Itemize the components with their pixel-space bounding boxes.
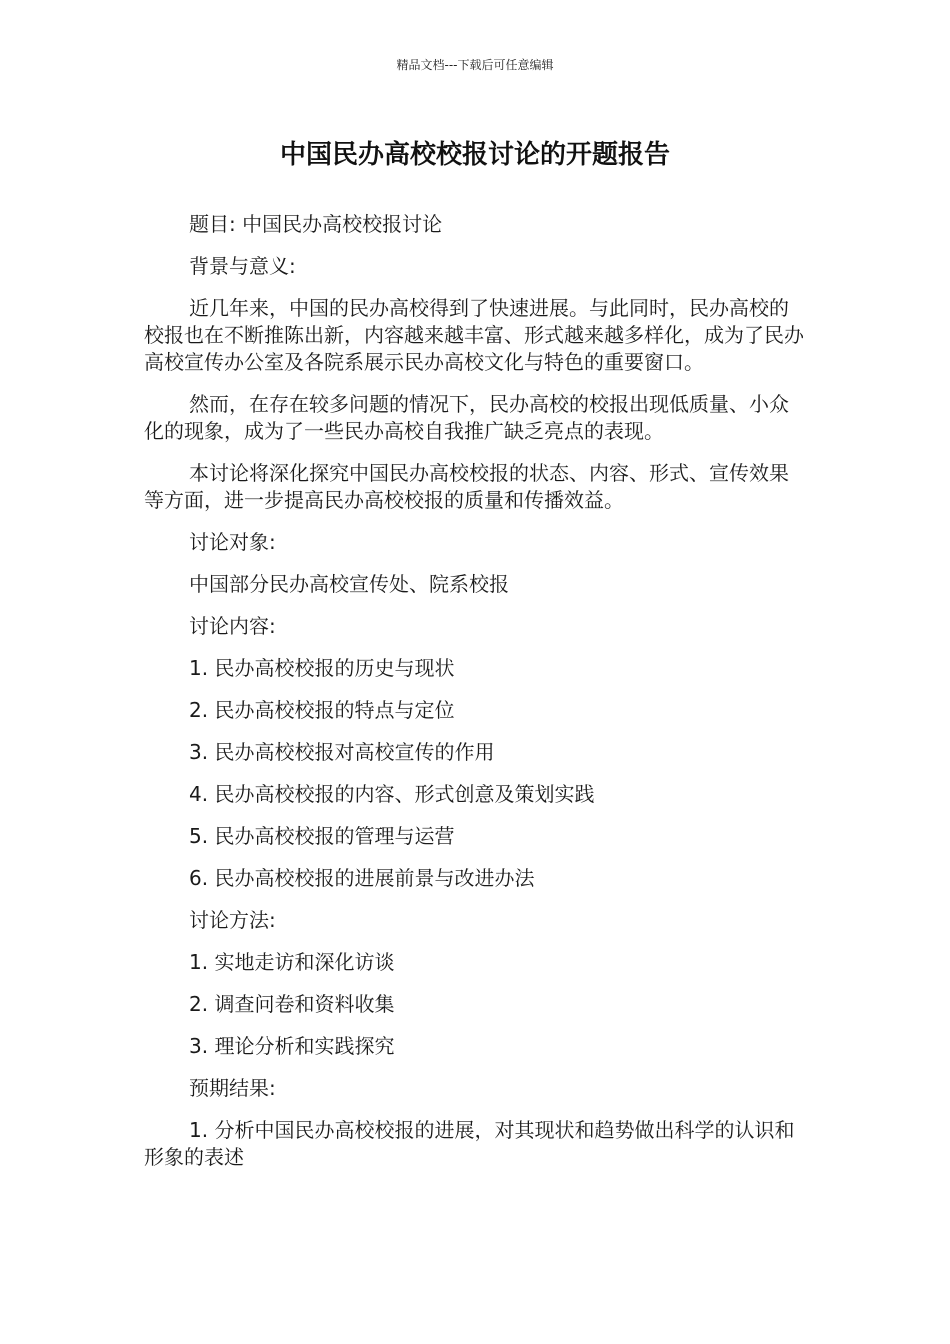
list-item-content-4: 4. 民办高校校报的内容、形式创意及策划实践 xyxy=(189,782,595,806)
list-item-method-3: 3. 理论分析和实践探究 xyxy=(189,1034,395,1058)
list-item-content-6: 6. 民办高校校报的进展前景与改进办法 xyxy=(189,866,535,890)
list-item-result-1: 1. 分析中国民办高校校报的进展，对其现状和趋势做出科学的认识和形象的表述 xyxy=(144,1118,795,1169)
paragraph-topic: 题目: 中国民办高校校报讨论 xyxy=(189,212,443,236)
document-title: 中国民办高校校报讨论的开题报告 xyxy=(279,140,670,170)
heading-research-content: 讨论内容: xyxy=(189,614,276,638)
list-item-content-1: 1. 民办高校校报的历史与现状 xyxy=(189,656,455,680)
list-item-method-1: 1. 实地走访和深化访谈 xyxy=(189,950,395,974)
paragraph-background-2: 然而，在存在较多问题的情况下，民办高校的校报出现低质量、小众化的现象，成为了一些民办高校自我推广缺乏亮点的表现。 xyxy=(144,392,789,443)
list-item-content-5: 5. 民办高校校报的管理与运营 xyxy=(189,824,455,848)
heading-expected-results: 预期结果: xyxy=(189,1076,276,1100)
paragraph-background-3: 本讨论将深化探究中国民办高校校报的状态、内容、形式、宣传效果等方面，进一步提高民办高校校报的质量和传播效益。 xyxy=(144,461,789,512)
list-item-method-2: 2. 调查问卷和资料收集 xyxy=(189,992,395,1016)
header-note: 精品文档---下载后可任意编辑 xyxy=(396,58,554,72)
heading-background: 背景与意义: xyxy=(189,254,296,278)
document-body xyxy=(144,211,804,1186)
paragraph-background-1: 近几年来，中国的民办高校得到了快速进展。与此同时，民办高校的校报也在不断推陈出新，内容越来越丰富、形式越来越多样化，成为了民办高校宣传办公室及各院系展示民办高校文化与特色的重要窗口。 xyxy=(144,296,804,374)
list-item-content-3: 3. 民办高校校报对高校宣传的作用 xyxy=(189,740,495,764)
heading-research-object: 讨论对象: xyxy=(189,530,276,554)
paragraph-research-object: 中国部分民办高校宣传处、院系校报 xyxy=(189,572,509,596)
list-item-content-2: 2. 民办高校校报的特点与定位 xyxy=(189,698,455,722)
heading-research-method: 讨论方法: xyxy=(189,908,276,932)
